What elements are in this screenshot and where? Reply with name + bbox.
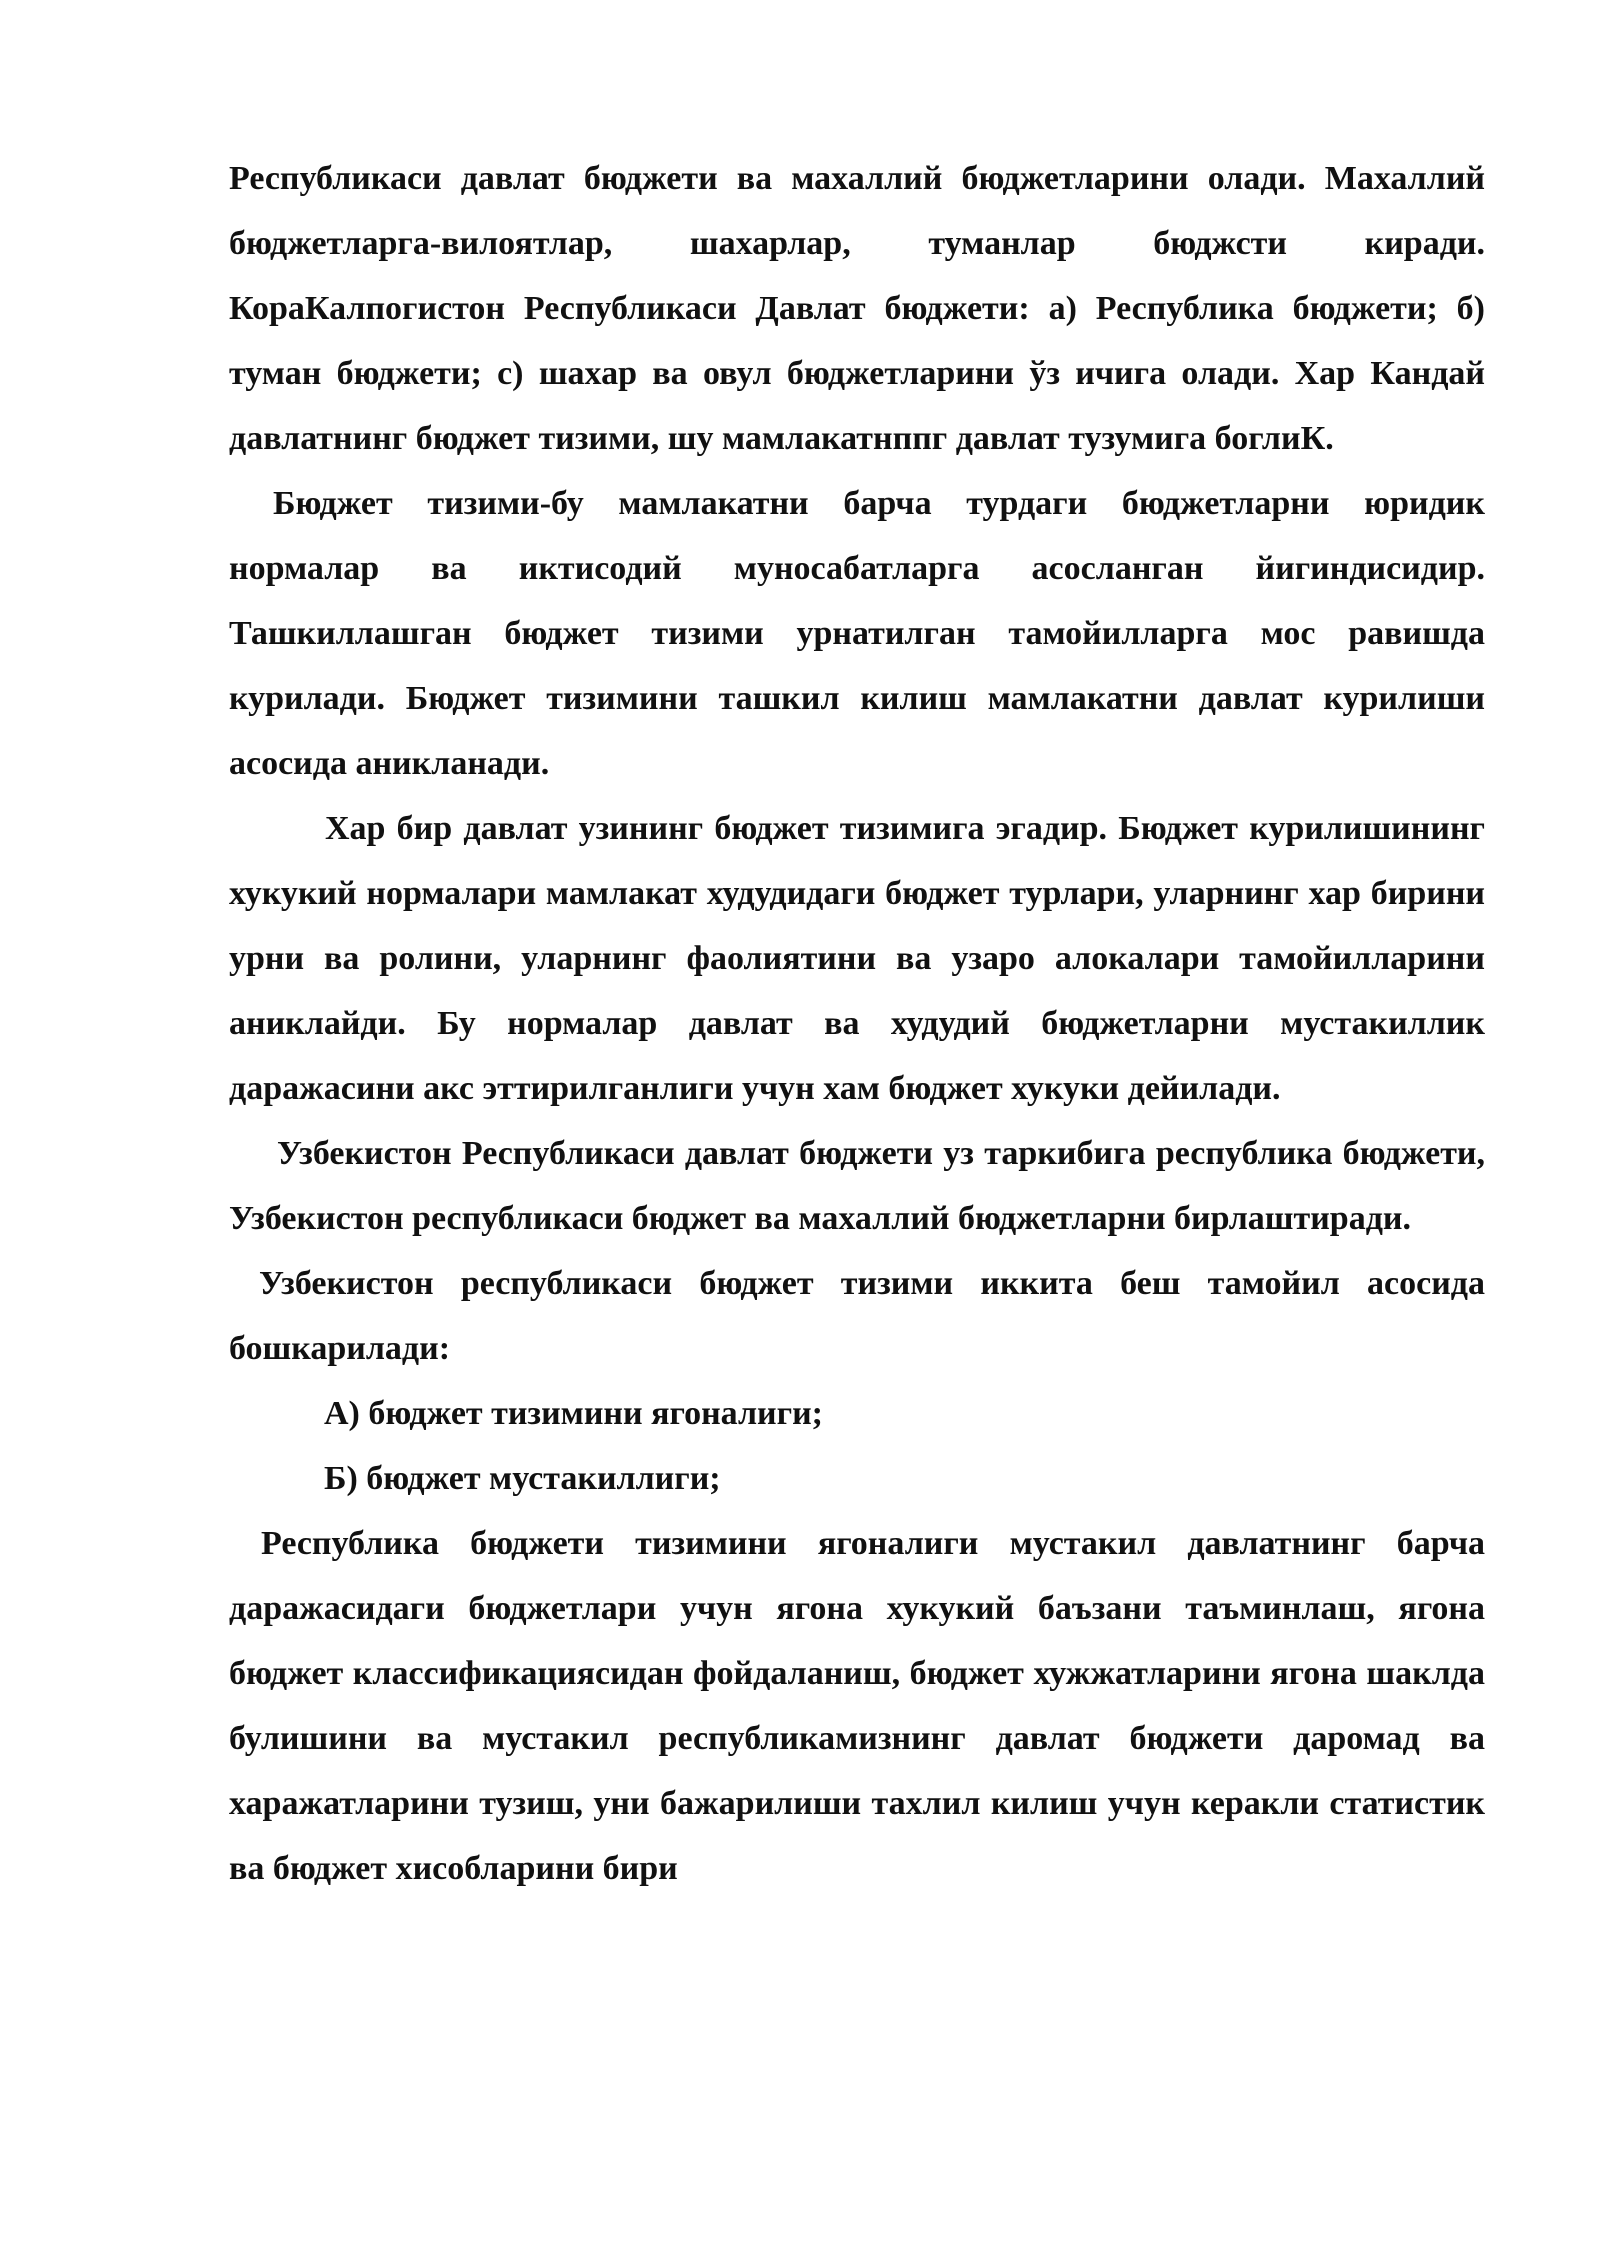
paragraph-budget-system-definition: Бюджет тизими-бу мамлакатни барча турдаги бюджетларни юридик нормалар ва иктисодий муносабатларга асосланган йигиндисидир. Ташкиллашган бюджет тизими урнатилган тамойилларга мос равишда курилади. Бюджет тизимини ташкил килиш мамлакатни давлат курилиши асосида аникланади. <box>229 485 1485 782</box>
list-item-independence: Б) бюджет мустакиллиги; <box>324 1460 721 1497</box>
paragraph-budget-law: Хар бир давлат узининг бюджет тизимига эгадир. Бюджет курилишининг хукукий нормалари мамлакат худудидаги бюджет турлари, уларнинг хар бирини урни ва ролини, уларнинг фаолиятини ва узаро алокалари тамойилларини аниклайди. Бу нормалар давлат ва худудий бюджетларни мустакиллик даражасини акс эттирилганлиги учун хам бюджет хукуки дейилади. <box>229 810 1485 1107</box>
paragraph-budget-principles-intro: Узбекистон республикаси бюджет тизими иккита беш тамойил асосида бошкарилади: <box>229 1265 1485 1367</box>
paragraph-budget-unity: Республика бюджети тизимини ягоналиги мустакил давлатнинг барча даражасидаги бюджетлари учун ягона хукукий баъзани таъминлаш, ягона бюджет классификациясидан фойдаланиш, бюджет хужжатларини ягона шаклда булишини ва мустакил республикамизнинг давлат бюджети даромад ва харажатларини тузиш, уни бажарилиши тахлил килиш учун керакли статистик ва бюджет хисобларини бири <box>229 1525 1485 1887</box>
list-item-unity: А) бюджет тизимини ягоналиги; <box>324 1395 823 1432</box>
paragraph-state-budget-structure: Узбекистон Республикаси давлат бюджети уз таркибига республика бюджети, Узбекистон республикаси бюджет ва махаллий бюджетларни бирлаштиради. <box>229 1135 1485 1237</box>
paragraph-budget-composition: Республикаси давлат бюджети ва махаллий бюджетларини олади. Махаллий бюджетларга-вилоятлар, шахарлар, туманлар бюджсти киради. КораКалпогистон Республикаси Давлат бюджети: а) Республика бюджети; б) туман бюджети; с) шахар ва овул бюджетларини ўз ичига олади. Хар Кандай давлатнинг бюджет тизими, шу мамлакатнппг давлат тузумига боглиК. <box>229 160 1485 457</box>
document-body <box>229 146 1485 1901</box>
